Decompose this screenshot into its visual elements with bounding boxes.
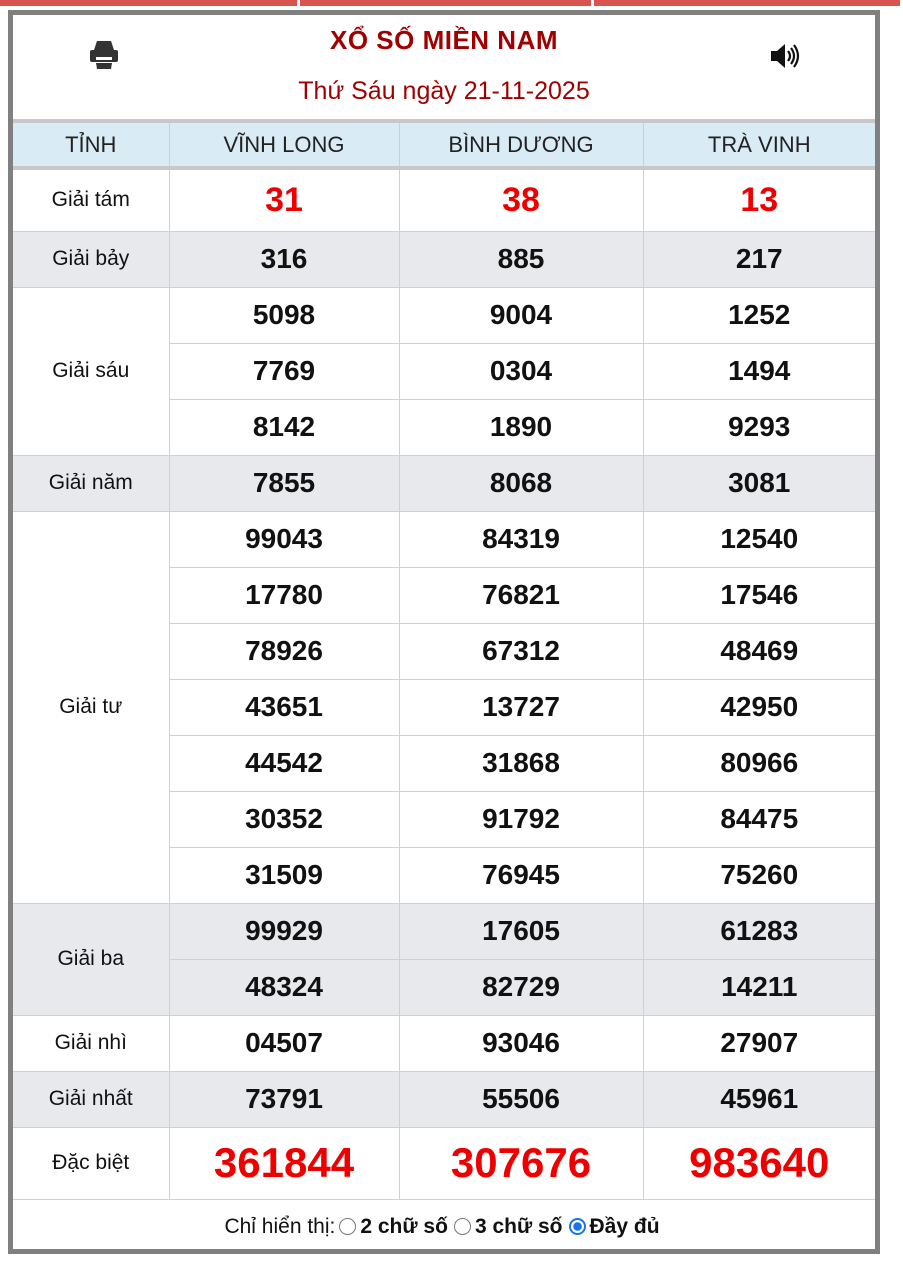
- results-panel: [8, 10, 880, 1254]
- result-number: 67312: [399, 623, 643, 679]
- result-number: 38: [399, 168, 643, 231]
- column-header-tra-vinh: TRÀ VINH: [643, 121, 875, 168]
- result-number: 12540: [643, 511, 875, 567]
- result-number: 31868: [399, 735, 643, 791]
- result-number: 217: [643, 231, 875, 287]
- prize-label: Giải nhất: [13, 1071, 169, 1127]
- radio-3-digits[interactable]: [454, 1218, 471, 1235]
- prize-row-giai-bay: [13, 231, 875, 287]
- prize-label: Giải nhì: [13, 1015, 169, 1071]
- result-number: 17780: [169, 567, 399, 623]
- special-prize-number: 307676: [399, 1127, 643, 1199]
- result-number: 1494: [643, 343, 875, 399]
- prize-row-giai-sau: [13, 287, 875, 343]
- display-mode-label: Chỉ hiển thị:: [224, 1214, 336, 1238]
- result-number: 13: [643, 168, 875, 231]
- prize-label: Giải bảy: [13, 231, 169, 287]
- result-number: 13727: [399, 679, 643, 735]
- result-number: 31509: [169, 847, 399, 903]
- result-number: 99929: [169, 903, 399, 959]
- column-header-province: TỈNH: [13, 121, 169, 168]
- result-number: 75260: [643, 847, 875, 903]
- results-table: [13, 119, 875, 1200]
- results-header: [13, 15, 875, 119]
- radio-full[interactable]: [569, 1218, 586, 1235]
- option-full-label[interactable]: Đầy đủ: [589, 1214, 660, 1238]
- result-number: 0304: [399, 343, 643, 399]
- column-header-vinh-long: VĨNH LONG: [169, 121, 399, 168]
- option-3-digits-label[interactable]: 3 chữ số: [474, 1214, 563, 1238]
- prize-label: Giải tám: [13, 168, 169, 231]
- prize-row-giai-tam: [13, 168, 875, 231]
- result-number: 885: [399, 231, 643, 287]
- result-number: 7769: [169, 343, 399, 399]
- top-nav-tabs: [0, 0, 903, 6]
- volume-icon: [769, 41, 803, 71]
- result-number: 8068: [399, 455, 643, 511]
- result-number: 1890: [399, 399, 643, 455]
- result-number: 1252: [643, 287, 875, 343]
- result-number: 84475: [643, 791, 875, 847]
- prize-row-giai-nhi: [13, 1015, 875, 1071]
- result-number: 55506: [399, 1071, 643, 1127]
- result-number: 04507: [169, 1015, 399, 1071]
- result-number: 7855: [169, 455, 399, 511]
- result-number: 73791: [169, 1071, 399, 1127]
- result-number: 84319: [399, 511, 643, 567]
- draw-date: Thứ Sáu ngày 21-11-2025: [298, 77, 590, 105]
- result-number: 76821: [399, 567, 643, 623]
- result-number: 48324: [169, 959, 399, 1015]
- sound-button[interactable]: [769, 41, 803, 71]
- result-number: 45961: [643, 1071, 875, 1127]
- prize-label: Giải tư: [13, 511, 169, 903]
- radio-2-digits[interactable]: [339, 1218, 356, 1235]
- result-number: 93046: [399, 1015, 643, 1071]
- top-nav-tab-3[interactable]: [594, 0, 900, 6]
- prize-row-giai-tu: [13, 511, 875, 567]
- result-number: 3081: [643, 455, 875, 511]
- result-number: 9293: [643, 399, 875, 455]
- prize-row-giai-ba: [13, 903, 875, 959]
- result-number: 61283: [643, 903, 875, 959]
- result-number: 44542: [169, 735, 399, 791]
- prize-label: Giải sáu: [13, 287, 169, 455]
- prize-label: Giải năm: [13, 455, 169, 511]
- result-number: 17605: [399, 903, 643, 959]
- prize-row-giai-nhat: [13, 1071, 875, 1127]
- result-number: 9004: [399, 287, 643, 343]
- column-header-binh-duong: BÌNH DƯƠNG: [399, 121, 643, 168]
- result-number: 31: [169, 168, 399, 231]
- result-number: 42950: [643, 679, 875, 735]
- result-number: 43651: [169, 679, 399, 735]
- display-mode-selector: [13, 1200, 875, 1254]
- prize-label: Giải ba: [13, 903, 169, 1015]
- result-number: 82729: [399, 959, 643, 1015]
- result-number: 99043: [169, 511, 399, 567]
- result-number: 30352: [169, 791, 399, 847]
- top-nav-tab-2[interactable]: [300, 0, 591, 6]
- result-number: 76945: [399, 847, 643, 903]
- result-number: 78926: [169, 623, 399, 679]
- top-nav-tab-1[interactable]: [0, 0, 297, 6]
- result-number: 5098: [169, 287, 399, 343]
- prize-row-dac-biet: [13, 1127, 875, 1199]
- result-number: 14211: [643, 959, 875, 1015]
- result-number: 91792: [399, 791, 643, 847]
- table-header-row: [13, 121, 875, 168]
- result-number: 48469: [643, 623, 875, 679]
- option-2-digits-label[interactable]: 2 chữ số: [360, 1214, 448, 1238]
- page-title: XỔ SỐ MIỀN NAM: [329, 25, 558, 55]
- result-number: 8142: [169, 399, 399, 455]
- prize-row-giai-nam: [13, 455, 875, 511]
- result-number: 316: [169, 231, 399, 287]
- result-number: 27907: [643, 1015, 875, 1071]
- special-prize-number: 361844: [169, 1127, 399, 1199]
- result-number: 80966: [643, 735, 875, 791]
- special-prize-number: 983640: [643, 1127, 875, 1199]
- result-number: 17546: [643, 567, 875, 623]
- prize-label: Đặc biệt: [13, 1127, 169, 1199]
